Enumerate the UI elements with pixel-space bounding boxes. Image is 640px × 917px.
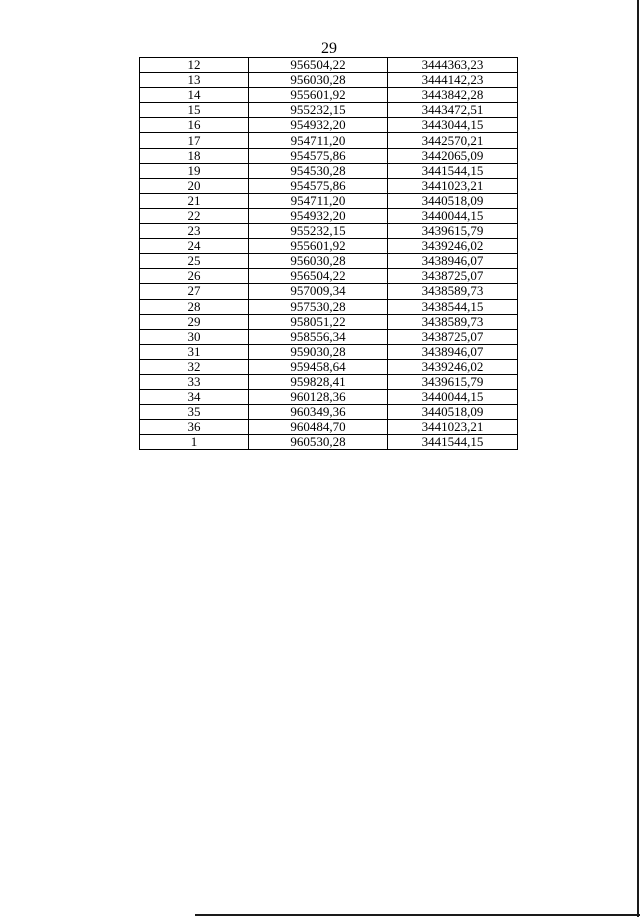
table-row [140,359,518,374]
point-number-cell: 33 [140,374,249,389]
x-coordinate-cell: 955232,15 [249,103,388,118]
point-number-cell: 13 [140,73,249,88]
y-coordinate-cell: 3438589,73 [388,314,518,329]
point-number-cell: 27 [140,284,249,299]
y-coordinate-cell: 3438589,73 [388,284,518,299]
x-coordinate-cell: 957009,34 [249,284,388,299]
y-coordinate-cell: 3441023,21 [388,420,518,435]
x-coordinate-cell: 956504,22 [249,58,388,73]
table-row [140,88,518,103]
x-coordinate-cell: 956030,28 [249,254,388,269]
y-coordinate-cell: 3443044,15 [388,118,518,133]
table-row [140,374,518,389]
table-row [140,269,518,284]
y-coordinate-cell: 3444142,23 [388,73,518,88]
page-edge-bottom [195,914,640,916]
point-number-cell: 21 [140,193,249,208]
table-row [140,73,518,88]
y-coordinate-cell: 3441023,21 [388,178,518,193]
point-number-cell: 25 [140,254,249,269]
point-number-cell: 16 [140,118,249,133]
page-edge-right [637,0,639,917]
x-coordinate-cell: 960349,36 [249,405,388,420]
y-coordinate-cell: 3439615,79 [388,374,518,389]
table-row [140,420,518,435]
table-row [140,405,518,420]
x-coordinate-cell: 954711,20 [249,133,388,148]
y-coordinate-cell: 3439246,02 [388,359,518,374]
point-number-cell: 19 [140,163,249,178]
table-row [140,435,518,450]
x-coordinate-cell: 956504,22 [249,269,388,284]
y-coordinate-cell: 3438946,07 [388,344,518,359]
y-coordinate-cell: 3440518,09 [388,193,518,208]
y-coordinate-cell: 3438946,07 [388,254,518,269]
table-row [140,224,518,239]
x-coordinate-cell: 954711,20 [249,193,388,208]
point-number-cell: 20 [140,178,249,193]
point-number-cell: 15 [140,103,249,118]
y-coordinate-cell: 3438544,15 [388,299,518,314]
table-row [140,299,518,314]
table-row [140,133,518,148]
table-row [140,254,518,269]
x-coordinate-cell: 959030,28 [249,344,388,359]
point-number-cell: 23 [140,224,249,239]
table-row [140,178,518,193]
table-row [140,390,518,405]
x-coordinate-cell: 959828,41 [249,374,388,389]
y-coordinate-cell: 3438725,07 [388,269,518,284]
y-coordinate-cell: 3441544,15 [388,163,518,178]
page-number: 29 [321,40,337,57]
table-row [140,163,518,178]
point-number-cell: 18 [140,148,249,163]
x-coordinate-cell: 955232,15 [249,224,388,239]
x-coordinate-cell: 957530,28 [249,299,388,314]
y-coordinate-cell: 3442065,09 [388,148,518,163]
point-number-cell: 24 [140,239,249,254]
x-coordinate-cell: 958556,34 [249,329,388,344]
x-coordinate-cell: 956030,28 [249,73,388,88]
y-coordinate-cell: 3443472,51 [388,103,518,118]
table-row [140,239,518,254]
point-number-cell: 17 [140,133,249,148]
point-number-cell: 34 [140,390,249,405]
x-coordinate-cell: 959458,64 [249,359,388,374]
y-coordinate-cell: 3444363,23 [388,58,518,73]
point-number-cell: 26 [140,269,249,284]
x-coordinate-cell: 955601,92 [249,88,388,103]
point-number-cell: 35 [140,405,249,420]
y-coordinate-cell: 3440044,15 [388,390,518,405]
table-row [140,103,518,118]
point-number-cell: 30 [140,329,249,344]
table-row [140,284,518,299]
point-number-cell: 32 [140,359,249,374]
y-coordinate-cell: 3443842,28 [388,88,518,103]
point-number-cell: 22 [140,208,249,223]
table-row [140,148,518,163]
x-coordinate-cell: 960128,36 [249,390,388,405]
y-coordinate-cell: 3442570,21 [388,133,518,148]
point-number-cell: 36 [140,420,249,435]
x-coordinate-cell: 954932,20 [249,118,388,133]
point-number-cell: 14 [140,88,249,103]
y-coordinate-cell: 3441544,15 [388,435,518,450]
x-coordinate-cell: 954932,20 [249,208,388,223]
y-coordinate-cell: 3439246,02 [388,239,518,254]
x-coordinate-cell: 960530,28 [249,435,388,450]
y-coordinate-cell: 3440518,09 [388,405,518,420]
coordinates-table [139,57,518,450]
point-number-cell: 31 [140,344,249,359]
point-number-cell: 1 [140,435,249,450]
y-coordinate-cell: 3439615,79 [388,224,518,239]
y-coordinate-cell: 3440044,15 [388,208,518,223]
table-row [140,58,518,73]
x-coordinate-cell: 954530,28 [249,163,388,178]
table-row [140,329,518,344]
point-number-cell: 12 [140,58,249,73]
table-row [140,344,518,359]
x-coordinate-cell: 954575,86 [249,148,388,163]
table-row [140,118,518,133]
x-coordinate-cell: 960484,70 [249,420,388,435]
x-coordinate-cell: 955601,92 [249,239,388,254]
point-number-cell: 29 [140,314,249,329]
point-number-cell: 28 [140,299,249,314]
x-coordinate-cell: 954575,86 [249,178,388,193]
coordinates-table-body [140,58,518,450]
x-coordinate-cell: 958051,22 [249,314,388,329]
table-row [140,208,518,223]
table-row [140,314,518,329]
y-coordinate-cell: 3438725,07 [388,329,518,344]
table-row [140,193,518,208]
